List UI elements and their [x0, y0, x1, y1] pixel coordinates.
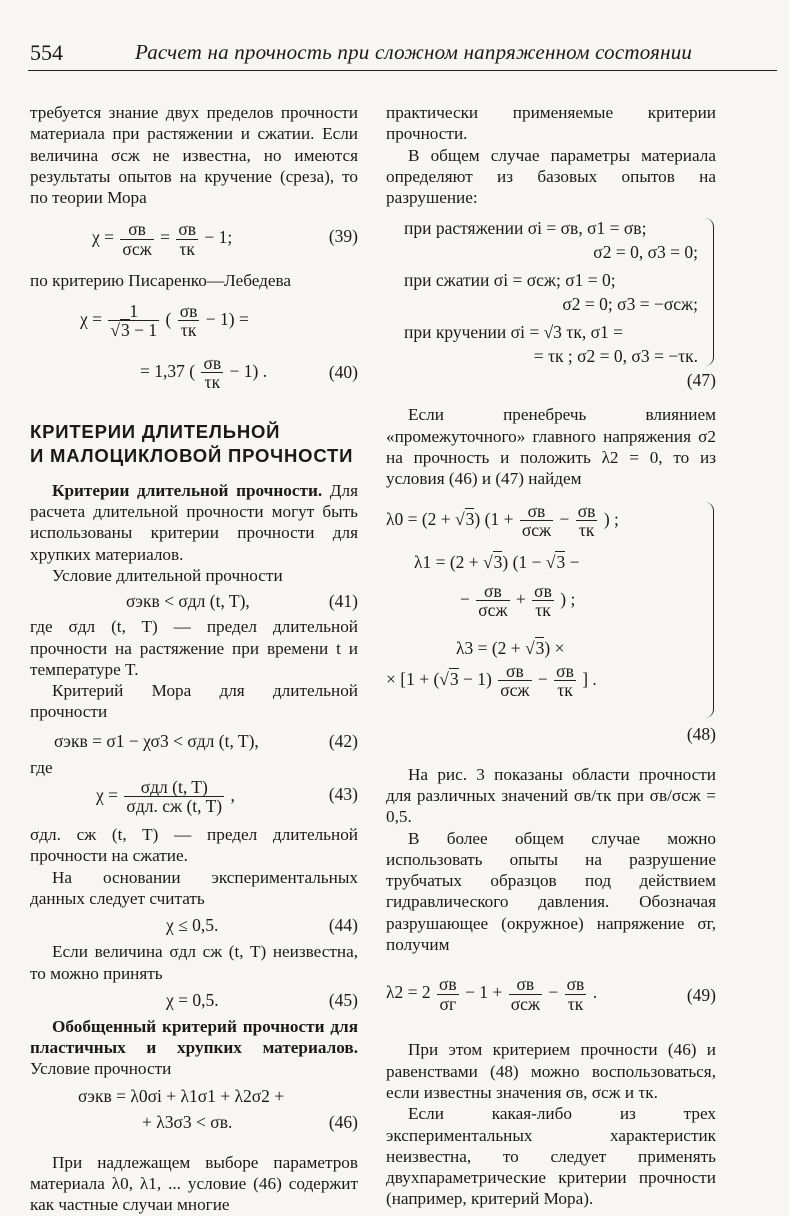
eq47-line: при сжатии σi = σсж; σ1 = 0; [404, 270, 616, 291]
left-column [30, 102, 358, 1216]
paragraph-text: Условие прочности [30, 1059, 172, 1079]
running-title: Расчет на прочность при сложном напряженном состоянии [135, 40, 693, 64]
paragraph: Если пренебречь влиянием «промежуточного» главного напряжения σ2 на прочность и положить λ2 = 0, то из условия (46) и (47) найдем [386, 405, 716, 489]
fraction [437, 975, 459, 1013]
equation-43 [30, 778, 358, 824]
fraction [498, 662, 531, 700]
page-header [0, 0, 789, 80]
equation-40-line1 [30, 298, 358, 350]
paragraph: где [30, 757, 53, 777]
fraction [176, 220, 198, 258]
equation-number: (48) [686, 723, 716, 744]
equation-46-line1 [30, 1084, 358, 1110]
equation-number: (43) [328, 784, 358, 805]
paragraph: требуется знание двух пределов прочности материала при растяжении и сжатии. Если величина σсж не известна, но имеются результаты опытов на кручение (среза), то по теории Мора [30, 103, 358, 208]
fraction [565, 975, 587, 1013]
numerator: σв [556, 660, 574, 681]
eq48-line5: × [1 + (√3 − 1) $\frac{\sigma в}{\text{σсж}}$ − $\frac{\sigma в}{\tau к}$ ] . [386, 660, 597, 701]
paragraph: При этом критерием прочности (46) и равенствами (48) можно воспользоваться, если известны значения σв, σсж и τк. [386, 1040, 716, 1102]
fraction [476, 582, 509, 620]
equation-number: (42) [328, 730, 358, 751]
equation-body: σэкв = λ0σi + λ1σ1 + λ2σ2 + [78, 1085, 285, 1106]
eq48-line2: λ1 = (2 + √3) (1 − √3 − [414, 551, 580, 572]
eq47-line: σ2 = 0, σ3 = 0; [593, 242, 698, 263]
paragraph: На рис. 3 показаны области прочности для различных значений σв/τк при σв/σсж = 0,5. [386, 764, 716, 827]
right-brace [705, 502, 714, 718]
paragraph: В более общем случае можно использовать опыты на разрушение трубчатых образцов под действием гидравлического давления. Обозначая разрушающее (окружное) напряжение σг, получим [386, 828, 716, 955]
radicand: 3 [121, 320, 130, 341]
eq-part: λ3 = (2 + [456, 637, 521, 658]
equation-body: χ = 0,5. [166, 989, 219, 1010]
numerator: 1 [108, 302, 159, 321]
eq-part: ) × [544, 637, 565, 658]
equation-number: (40) [328, 361, 358, 382]
equation-48 [386, 502, 716, 724]
fraction [554, 662, 576, 700]
numerator: σв [178, 219, 197, 240]
fraction [124, 778, 224, 816]
radicand: 3 [465, 508, 475, 529]
eq-part: − [537, 668, 548, 689]
eq43-lhs: χ = [96, 784, 119, 805]
paragraph: В общем случае параметры материала определяют из базовых опытов на разрушение: [386, 145, 716, 208]
radicand: 3 [535, 637, 545, 658]
eq43-tail: , [230, 784, 235, 805]
equation-number: (49) [686, 985, 716, 1006]
numerator: σв [498, 662, 531, 681]
eq-part: ] . [582, 668, 597, 689]
eq-part: − [460, 588, 470, 609]
fraction [108, 302, 159, 340]
section-heading-line2: И МАЛОЦИКЛОВОЙ ПРОЧНОСТИ [30, 444, 354, 466]
eq-part: ) ; [603, 508, 619, 529]
numerator: σв [438, 974, 457, 995]
paragraph: На основании экспериментальных данных следует считать [30, 867, 358, 908]
eq48-line4: λ3 = (2 + √3) × [456, 637, 565, 658]
equation-number: (44) [328, 915, 358, 936]
eq-part: ) (1 + [474, 508, 514, 529]
eq47-line: при растяжении σi = σв, σ1 = σв; [404, 218, 647, 239]
paragraph: Если какая-либо из трех экспериментальных характеристик неизвестна, то следует применять двухпараметрические критерии прочности (например, критерий Мора). [386, 1104, 716, 1209]
equation-44 [30, 909, 358, 941]
numerator: σв [476, 582, 509, 601]
equation-47 [386, 218, 716, 370]
equation-46-line2 [30, 1110, 358, 1140]
equation-45 [30, 984, 358, 1016]
paragraph: Критерий Мора для длительной прочности [30, 681, 358, 722]
eq-part: λ1 = (2 + [414, 551, 479, 572]
numerator: σв [203, 352, 222, 373]
equation-47-number [386, 370, 716, 394]
header-rule [28, 70, 777, 71]
eq39-lhs: χ = [92, 227, 115, 248]
eq40-close: − 1) = [205, 308, 249, 329]
radicand: 3 [493, 551, 503, 572]
eq47-line: при кручении σi = √3 τк, σ1 = [404, 322, 624, 343]
equation-49 [386, 965, 716, 1029]
numerator: σв [566, 974, 585, 995]
eq40-open-paren: ( [165, 308, 172, 329]
denominator: σдл. сж (t, T) [126, 796, 223, 817]
fraction [576, 502, 598, 540]
equation-body: σэкв = σ1 − χσ3 < σдл (t, T), [54, 730, 259, 751]
denominator: τк [578, 520, 595, 541]
paragraph [30, 480, 358, 565]
eq40-lhs: χ = [80, 308, 103, 329]
equation-number: (45) [328, 989, 358, 1010]
run-in-heading: Критерии длительной прочности. [52, 480, 323, 500]
eq47-line: = τк ; σ2 = 0, σ3 = −τк. [533, 346, 698, 367]
eq-part: − 1 + [465, 982, 503, 1003]
denominator: τк [535, 600, 551, 621]
numerator: σв [520, 502, 553, 521]
denominator: σсж [478, 600, 508, 621]
eq-part: λ0 = (2 + [386, 508, 451, 529]
right-brace [705, 218, 714, 366]
paragraph: Если величина σдл сж (t, T) неизвестна, то можно принять [30, 942, 358, 983]
equation-body: + λ3σ3 < σв. [142, 1111, 233, 1132]
numerator: σв [120, 220, 153, 239]
equation-39 [30, 214, 358, 270]
fraction [520, 502, 553, 540]
fraction [201, 354, 223, 392]
denominator: σсж [122, 238, 152, 259]
eq40-pre: = 1,37 ( [140, 360, 196, 381]
section-heading-line1: КРИТЕРИИ ДЛИТЕЛЬНОЙ [30, 420, 281, 442]
fraction [178, 302, 200, 340]
right-column [386, 102, 716, 1210]
eq39-equals: = [160, 227, 170, 248]
equation-number: (41) [328, 591, 358, 612]
denominator: τк [567, 993, 584, 1014]
denominator: σсж [500, 680, 530, 701]
eq48-line1: λ0 = (2 + √3) (1 + $\frac{\sigma в}{\text{σсж}}$ − $\frac{\sigma в}{\tau к}$ ) ; [386, 500, 619, 541]
numerator: σв [534, 580, 552, 601]
eq-part: ) (1 − [502, 551, 542, 572]
denominator: τк [180, 320, 197, 341]
eq47-line: σ2 = 0; σ3 = −σсж; [562, 294, 698, 315]
eq-part: . [592, 982, 598, 1003]
denominator: σг [439, 993, 457, 1014]
run-in-heading: Обобщенный критерий прочности для пластичных и хрупких материалов. [30, 1016, 358, 1058]
denominator: τк [557, 680, 573, 701]
equation-body: σэкв < σдл (t, T), [126, 591, 250, 612]
eq39-tail: − 1; [204, 227, 233, 248]
paragraph: практически применяемые критерии прочности. [386, 103, 716, 144]
denominator: σсж [510, 993, 540, 1014]
eq48-line3 [460, 582, 575, 620]
equation-number: (46) [328, 1111, 358, 1132]
eq40-post: − 1) . [229, 360, 268, 381]
equation-40-line2 [30, 350, 358, 402]
denominator: σсж [521, 520, 552, 541]
paragraph: где σдл (t, T) — предел длительной прочности на растяжение при времени t и температуре T. [30, 617, 358, 679]
fraction [509, 975, 542, 1013]
denominator: τк [179, 238, 195, 259]
eq-part: × [1 + ( [386, 668, 440, 689]
denominator: √3 − 1 [110, 320, 158, 341]
radicand: 3 [556, 551, 566, 572]
paragraph: Условие длительной прочности [52, 565, 283, 585]
eq-part: − [548, 982, 559, 1003]
paragraph-text: Для расчета длительной прочности могут быть использованы критерии прочности для хрупких материалов. [30, 480, 358, 564]
eq-part: − [559, 508, 570, 529]
numerator: σв [509, 975, 542, 994]
equation-body: χ ≤ 0,5. [166, 915, 219, 936]
denominator: τк [204, 372, 221, 393]
paragraph [30, 1016, 358, 1080]
eq-part: λ2 = 2 [386, 982, 431, 1003]
equation-number: (39) [328, 226, 358, 247]
equation-42 [30, 723, 358, 757]
eq-part: − 1) [463, 668, 492, 689]
equation-48-number [386, 724, 716, 750]
numerator: σв [179, 300, 198, 321]
paragraph: При надлежащем выборе параметров материала λ0, λ1, ... условие (46) содержит как частные случаи многие [30, 1152, 358, 1215]
fraction [532, 582, 554, 620]
equation-number: (47) [686, 370, 716, 391]
numerator: σдл (t, T) [124, 778, 224, 797]
numerator: σв [577, 500, 596, 521]
eq-part: ) ; [560, 588, 576, 609]
eq-part: + [515, 588, 526, 609]
denominator-tail: − 1 [134, 320, 158, 341]
paragraph: по критерию Писаренко—Лебедева [30, 271, 292, 291]
page-number: 554 [30, 40, 63, 65]
radicand: 3 [449, 668, 459, 689]
eq-part: − [569, 551, 580, 572]
equation-41 [30, 586, 358, 616]
fraction [120, 220, 153, 258]
paragraph: σдл. сж (t, T) — предел длительной прочности на сжатие. [30, 825, 358, 866]
